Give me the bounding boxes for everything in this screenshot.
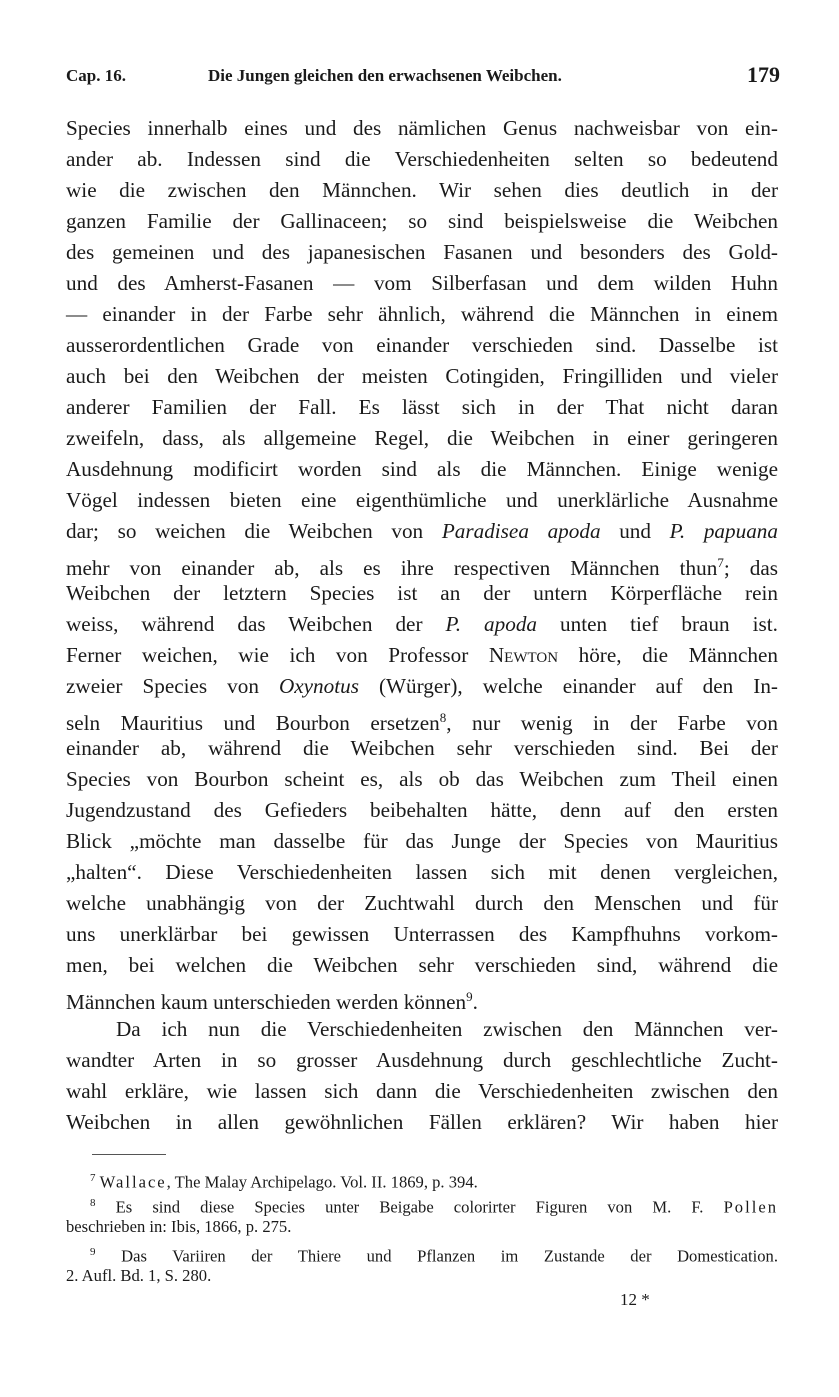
line-text: (Würger), welche einander auf den In- bbox=[358, 674, 778, 698]
footnote-text: , The Malay Archipelago. Vol. II. 1869, p. 394. bbox=[166, 1172, 478, 1192]
text-line: wahl erkläre, wie lassen sich dann die Verschiedenheiten zwischen den bbox=[66, 1079, 778, 1103]
footnote-author: Pollen bbox=[723, 1197, 778, 1217]
text-line: „halten“. Diese Verschiedenheiten lassen sich mit denen vergleichen, bbox=[66, 860, 778, 884]
line-text: zweier Species von bbox=[66, 674, 279, 698]
footnote-mark: 7 bbox=[90, 1172, 96, 1184]
text-line: ausserordentlichen Grade von einander verschieden sind. Dasselbe ist bbox=[66, 333, 778, 357]
line-text: mehr von einander ab, als es ihre respectiven Männchen thun bbox=[66, 556, 718, 581]
text-line: zweifeln, dass, als allgemeine Regel, die Weibchen in einer geringeren bbox=[66, 426, 778, 450]
footnote-mark: 9 bbox=[90, 1245, 96, 1258]
line-text: Ferner weichen, wie ich von Professor bbox=[66, 643, 489, 667]
text-line: Species innerhalb eines und des nämlichen Genus nachweisbar von ein- bbox=[66, 116, 778, 140]
running-header bbox=[66, 62, 782, 92]
text-line: auch bei den Weibchen der meisten Cotingiden, Fringilliden und vieler bbox=[66, 364, 778, 388]
footnote-divider bbox=[92, 1154, 166, 1155]
line-text: Männchen kaum unterschieden werden können bbox=[66, 990, 467, 1015]
text-line: Blick „möchte man dasselbe für das Junge der Species von Mauritius bbox=[66, 829, 778, 853]
footnote-8-cont: beschrieben in: Ibis, 1866, p. 275. bbox=[66, 1217, 292, 1236]
footnote-ref: 9 bbox=[466, 989, 473, 1004]
genus-name: Oxynotus bbox=[278, 674, 359, 698]
footnote-ref: 8 bbox=[439, 710, 447, 725]
footnote-text: Das Variiren der Thiere und Pflanzen im Zustande der Domestication. bbox=[121, 1246, 779, 1266]
text-line bbox=[66, 609, 778, 640]
footnote-text: Es sind diese Species unter Beigabe colorirter Figuren von M. F. bbox=[115, 1197, 724, 1217]
text-line: und des Amherst-Fasanen — vom Silberfasan und dem wilden Huhn bbox=[66, 271, 778, 295]
text-line: wie die zwischen den Männchen. Wir sehen dies deutlich in der bbox=[66, 178, 778, 202]
species-name: P. papuana bbox=[669, 519, 778, 543]
text-line: ganzen Familie der Gallinaceen; so sind beispielsweise die Weibchen bbox=[66, 209, 778, 233]
line-text: und bbox=[600, 519, 670, 543]
footnote-9-cont: 2. Aufl. Bd. 1, S. 280. bbox=[66, 1266, 212, 1285]
page-number: 179 bbox=[747, 62, 780, 87]
line-text: unten tief braun ist. bbox=[537, 612, 778, 636]
line-text: ; das bbox=[723, 556, 778, 581]
species-name: P. apoda bbox=[445, 612, 538, 636]
text-line: Vögel indessen bieten eine eigenthümliche und unerklärliche Ausnahme bbox=[66, 488, 778, 512]
text-line: wandter Arten in so grosser Ausdehnung durch geschlechtliche Zucht- bbox=[66, 1048, 778, 1072]
footnote-7 bbox=[66, 1166, 778, 1191]
line-text: höre, die Männchen bbox=[558, 643, 778, 667]
line-text: , nur wenig in der Farbe von bbox=[446, 711, 778, 736]
text-line: des gemeinen und des japanesischen Fasanen und besonders des Gold- bbox=[66, 240, 778, 264]
text-line bbox=[66, 516, 778, 547]
text-line: Species von Bourbon scheint es, als ob das Weibchen zum Theil einen bbox=[66, 767, 778, 791]
text-line: anderer Familien der Fall. Es lässt sich in der That nicht daran bbox=[66, 395, 778, 419]
text-line bbox=[66, 671, 778, 702]
footnote-author: Wallace bbox=[99, 1172, 167, 1192]
text-line: ander ab. Indessen sind die Verschiedenheiten selten so bedeutend bbox=[66, 147, 778, 171]
text-line: Ausdehnung modificirt worden sind als die Männchen. Einige wenige bbox=[66, 457, 778, 481]
line-text: weiss, während das Weibchen der bbox=[66, 612, 446, 636]
text-line bbox=[66, 702, 778, 736]
text-line: Weibchen der letztern Species ist an der untern Körperfläche rein bbox=[66, 581, 778, 605]
species-name: Paradisea apoda bbox=[441, 519, 601, 543]
footnote-8 bbox=[66, 1191, 778, 1216]
signature-mark: 12 * bbox=[620, 1290, 650, 1309]
text-line bbox=[66, 981, 778, 1015]
text-line: — einander in der Farbe sehr ähnlich, während die Männchen in einem bbox=[66, 302, 778, 326]
text-line: men, bei welchen die Weibchen sehr verschieden sind, während die bbox=[66, 953, 778, 977]
paragraph-first-line: Da ich nun die Verschiedenheiten zwischen den Männchen ver- bbox=[116, 1017, 778, 1041]
text-line: uns unerklärbar bei gewissen Unterrassen des Kampfhuhns vorkom- bbox=[66, 922, 778, 946]
chapter-label: Cap. 16. bbox=[66, 66, 126, 85]
person-name: Newton bbox=[488, 643, 559, 667]
text-line bbox=[66, 547, 778, 581]
footnote-9 bbox=[66, 1240, 778, 1265]
line-text: dar; so weichen die Weibchen von bbox=[66, 519, 442, 543]
footnote-mark: 8 bbox=[90, 1196, 96, 1209]
text-line: Jugendzustand des Gefieders beibehalten hätte, denn auf den ersten bbox=[66, 798, 778, 822]
text-line: Weibchen in allen gewöhnlichen Fällen erklären? Wir haben hier bbox=[66, 1110, 778, 1134]
line-text: seln Mauritius und Bourbon ersetzen bbox=[66, 711, 440, 736]
line-text: . bbox=[472, 990, 478, 1015]
footnote-ref: 7 bbox=[717, 555, 724, 570]
text-line bbox=[66, 640, 778, 671]
body-text bbox=[66, 113, 778, 1138]
text-line: welche unabhängig von der Zuchtwahl durch den Menschen und für bbox=[66, 891, 778, 915]
text-line: einander ab, während die Weibchen sehr verschieden sind. Bei der bbox=[66, 736, 778, 760]
footnotes bbox=[66, 1166, 778, 1289]
running-title: Die Jungen gleichen den erwachsenen Weibchen. bbox=[208, 66, 562, 85]
